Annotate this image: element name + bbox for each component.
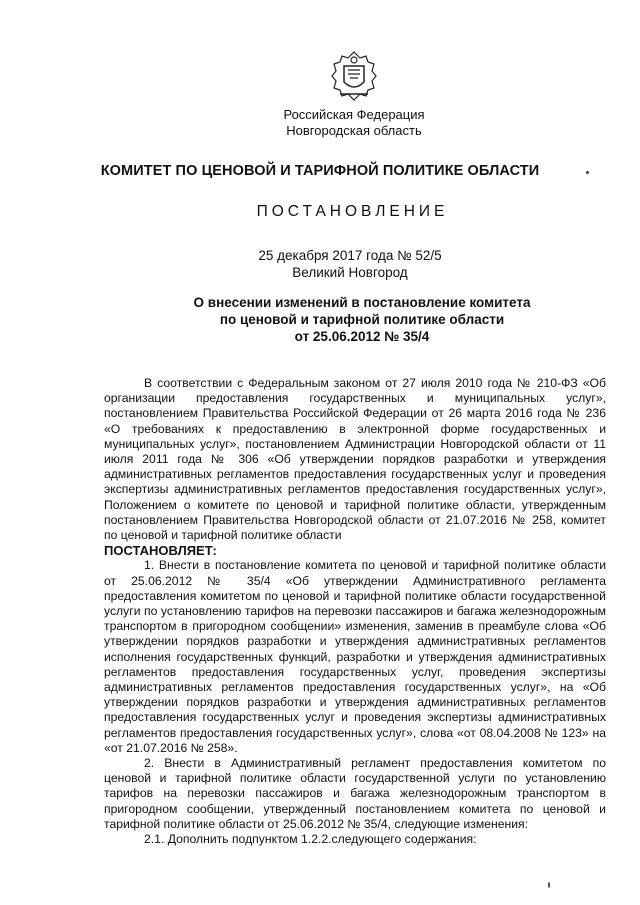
date-block <box>30 247 640 281</box>
region-name: Новгородская область <box>286 123 422 138</box>
date-number: 25 декабря 2017 года № 52/5 <box>258 248 442 263</box>
scan-speck <box>586 171 589 174</box>
country-name: Российская Федерация <box>283 107 425 122</box>
preamble-paragraph: В соответствии с Федеральным законом от 27 июля 2010 года № 210-ФЗ «Об организации предоставления государственных и муниципальных услуг», постановлением Правительства Российской Федерации от 26 марта 2016 года № 236 «О требованиях к предоставлению в электронной форме государственных и муниципальных услуг», постановлением Администрации Новгородской области от 11 июля 2011 года № 306 «Об утверждении порядков разработки и утверждения административных регламентов предоставления государственных услуг и проведения экспертизы административных регламентов предоставления государственных услуг», Положением о комитете по ценовой и тарифной политике области, утвержденным постановлением Правительства Новгородской области от 21.07.2016 № 258, комитет по ценовой и тарифной политике области <box>104 376 606 543</box>
subject-line-1: О внесении изменений в постановление комитета <box>193 295 531 310</box>
decree-heading: ПОСТАНОВЛЯЕТ: <box>104 543 217 559</box>
item-2-paragraph: 2. Внести в Административный регламент предоставления комитетом по ценовой и тарифной политике области государственной услуги по установлению тарифов на перевозки пассажиров и багажа железнодорожным транспортом в пригородном сообщении, утвержденный постановлением комитета по ценовой и тарифной политике области от 25.06.2012 № 35/4, следующие изменения: <box>104 756 606 831</box>
city-name: Великий Новгород <box>292 265 408 280</box>
item-1-paragraph: 1. Внести в постановление комитета по ценовой и тарифной политике области от 25.06.2012 № 35/4 «Об утверждении Административного регламента предоставления комитетом по ценовой и тарифной политике области государственной услуги по установлению тарифов на перевозки пассажиров и багажа железнодорожным транспортом в пригородном сообщении» изменения, заменив в преамбуле слова «Об утверждении порядков разработки и утверждения административных регламентов исполнения государственных функций, разработки и утверждения административных регламентов предоставления государственных услуг, проведения экспертизы административных регламентов предоставления государственных услуг», на «Об утверждении порядков разработки и утверждения административных регламентов предоставления государственных услуг и проведения экспертизы административных регламентов предоставления государственных услуг», слова «от 08.04.2008 № 123» на «от 21.07.2016 № 258». <box>104 558 606 755</box>
document-type: ПОСТАНОВЛЕНИЕ <box>256 203 449 220</box>
subject-line-2: по ценовой и тарифной политике области <box>219 312 505 327</box>
coat-of-arms-emblem <box>322 44 386 108</box>
document-subject <box>42 294 640 345</box>
subject-line-3: от 25.06.2012 № 35/4 <box>294 329 430 344</box>
document-body <box>104 376 606 847</box>
scan-mark <box>548 882 550 888</box>
item-2-1-paragraph: 2.1. Дополнить подпунктом 1.2.2.следующего содержания: <box>144 832 477 847</box>
committee-title: КОМИТЕТ ПО ЦЕНОВОЙ И ТАРИФНОЙ ПОЛИТИКЕ ОБЛАСТИ <box>100 163 540 179</box>
